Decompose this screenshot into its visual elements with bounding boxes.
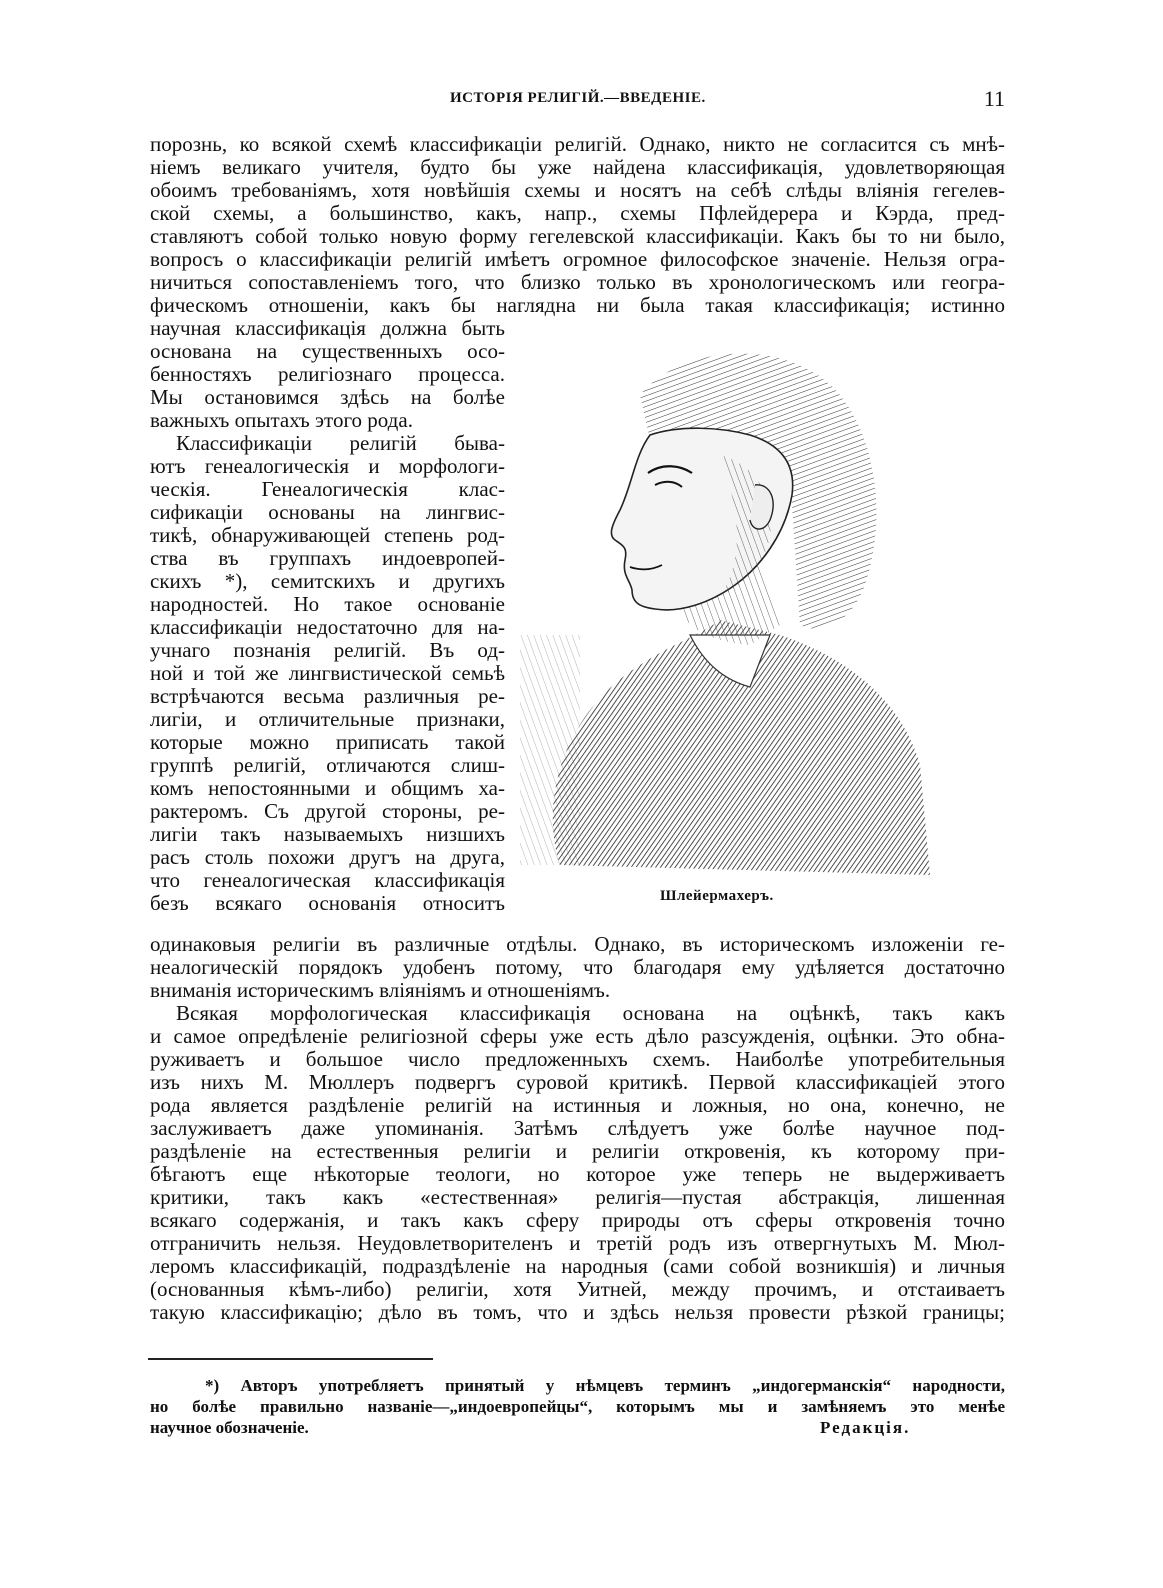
portrait-engraving [520, 335, 930, 875]
body-line: отграничить нельзя. Неудовлетворителенъ и третій родъ изъ отвергнутыхъ М. Мюл- [150, 1231, 1005, 1255]
column-line: классификаціи недостаточно для на- [150, 615, 505, 639]
column-line: ства въ группахъ индоевропей- [150, 546, 505, 570]
body-line: критики, такъ какъ «естественная» религія—пустая абстракція, лишенная [150, 1185, 1005, 1209]
column-line: безъ всякаго основанія относитъ [150, 891, 505, 915]
body-line: и самое опредѣленіе религіозной сферы уже есть дѣло разсужденія, оцѣнки. Это обна- [150, 1024, 1005, 1048]
column-line: учнаго познанія религій. Въ од- [150, 638, 505, 662]
column-line: встрѣчаются весьма различныя ре- [150, 684, 505, 708]
running-title: ИСТОРІЯ РЕЛИГІЙ.—ВВЕДЕНІЕ. [450, 90, 706, 106]
column-line: народностей. Но такое основаніе [150, 592, 505, 616]
body-line: руживаетъ и большое число предложенныхъ схемъ. Наиболѣе употребительныя [150, 1047, 1005, 1071]
body-line: заслуживаетъ даже упоминанія. Затѣмъ слѣдуетъ уже болѣе научное под- [150, 1116, 1005, 1140]
column-line: тикѣ, обнаруживающей степень род- [150, 523, 505, 547]
body-line: такую классификацію; дѣло въ томъ, что и здѣсь нельзя провести рѣзкой границы; [150, 1300, 1005, 1324]
body-line: бѣгаютъ еще нѣкоторые теологи, но которое уже теперь не выдерживаетъ [150, 1162, 1005, 1186]
column-line: группѣ религій, отличаются слиш- [150, 753, 505, 777]
body-line: ставляютъ собой только новую форму гегелевской классификаціи. Какъ бы то ни было, [150, 224, 1005, 248]
footnote-line: научное обозначеніе. [150, 1418, 309, 1437]
footnote-line: *) Авторъ употребляетъ принятый у нѣмцевъ терминъ „индогерманскія“ народности, [205, 1376, 1005, 1395]
body-line: ской схемы, а большинство, какъ, напр., схемы Пфлейдерера и Кэрда, пред- [150, 201, 1005, 225]
column-line: рактеромъ. Съ другой стороны, ре- [150, 799, 505, 823]
body-line: леромъ классификацій, подраздѣленіе на народныя (сами собой возникшія) и личныя [150, 1254, 1005, 1278]
column-line: скихъ *), семитскихъ и другихъ [150, 569, 505, 593]
column-line: Классификаціи религій быва- [176, 431, 505, 455]
column-line: ческія. Генеалогическія клас- [150, 477, 505, 501]
footnote-signature: Редакція. [820, 1418, 911, 1437]
column-line: сификаціи основаны на лингвис- [150, 500, 505, 524]
body-line: порознь, ко всякой схемѣ классификаціи религій. Однако, никто не согласится съ мнѣ- [150, 132, 1005, 156]
column-line: важныхъ опытахъ этого рода. [150, 408, 413, 432]
column-line: лигіи, и отличительные признаки, [150, 707, 505, 731]
body-line: всякаго содержанія, и такъ какъ сферу природы отъ сферы откровенія точно [150, 1208, 1005, 1232]
body-line: (основанныя кѣмъ-либо) религіи, хотя Уитней, между прочимъ, и отстаиваетъ [150, 1277, 1005, 1301]
column-line: лигіи такъ называемыхъ низшихъ [150, 822, 505, 846]
running-head [150, 88, 1005, 118]
body-line: Всякая морфологическая классификація основана на оцѣнкѣ, такъ какъ [176, 1001, 1005, 1025]
column-line: ной и той же лингвистической семьѣ [150, 661, 505, 685]
body-line: обоимъ требованіямъ, хотя новѣйшія схемы и носятъ на себѣ слѣды вліянія гегелев- [150, 178, 1005, 202]
column-line: Мы остановимся здѣсь на болѣе [150, 385, 505, 409]
body-line: вниманія историческимъ вліяніямъ и отношеніямъ. [150, 978, 611, 1002]
column-line: комъ непостоянными и общимъ ха- [150, 776, 505, 800]
body-line: неалогическій порядокъ удобенъ потому, что благодаря ему удѣляется достаточно [150, 955, 1005, 979]
body-line: ничиться сопоставленіемъ того, что близко только въ хронологическомъ или геогра- [150, 270, 1005, 294]
column-line: бенностяхъ религіознаго процесса. [150, 362, 505, 386]
body-line: изъ нихъ М. Мюллеръ подвергъ суровой критикѣ. Первой классификаціей этого [150, 1070, 1005, 1094]
column-line: основана на существенныхъ осо- [150, 339, 505, 363]
column-line: расъ столь похожи другъ на друга, [150, 845, 505, 869]
footnote-line: но болѣе правильно названіе—„индоевропейцы“, которымъ мы и замѣняемъ это менѣе [150, 1397, 1005, 1416]
column-line: научная классификація должна быть [150, 316, 505, 340]
body-line: раздѣленіе на естественныя религіи и религіи откровенія, къ которому при- [150, 1139, 1005, 1163]
body-line: вопросъ о классификаціи религій имѣетъ огромное философское значеніе. Нельзя огра- [150, 247, 1005, 271]
body-line: рода является раздѣленіе религій на истинныя и ложныя, но она, конечно, не [150, 1093, 1005, 1117]
body-line: ніемъ великаго учителя, будто бы уже найдена классификація, удовлетворяющая [150, 155, 1005, 179]
page-number: 11 [983, 86, 1005, 111]
footnote-rule [148, 1358, 433, 1360]
column-line: ютъ генеалогическія и морфологи- [150, 454, 505, 478]
body-line: фическомъ отношеніи, какъ бы наглядна ни была такая классификація; истинно [150, 293, 1005, 317]
portrait-caption: Шлейермахеръ. [660, 888, 774, 904]
column-line: которые можно приписать такой [150, 730, 505, 754]
body-line: одинаковыя религіи въ различные отдѣлы. Однако, въ историческомъ изложеніи ге- [150, 932, 1005, 956]
column-line: что генеалогическая классификація [150, 868, 505, 892]
